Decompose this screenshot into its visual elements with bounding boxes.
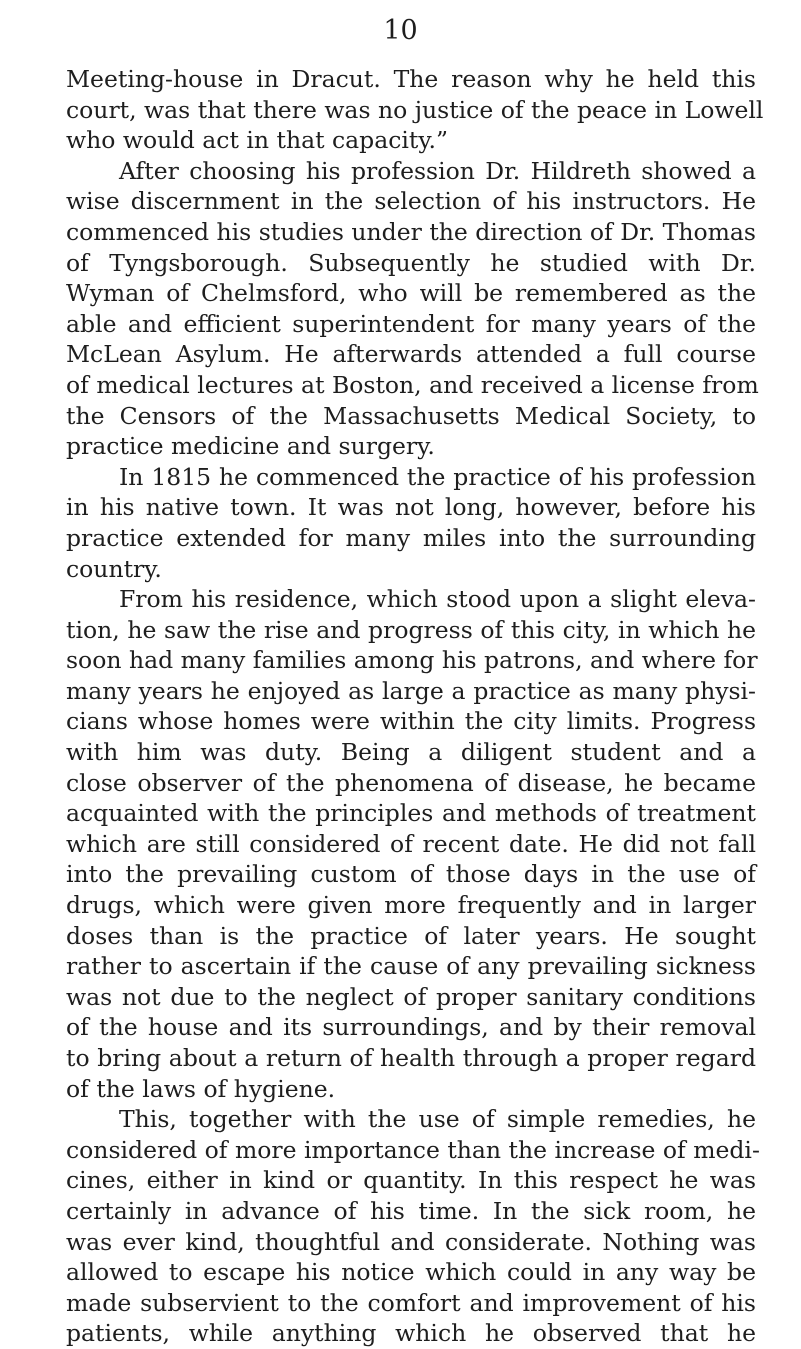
paragraph: [66, 584, 756, 1104]
paragraph: [66, 1104, 760, 1349]
text-line: of the house and its surroundings, and by their removal: [66, 1013, 756, 1042]
text-line: court, was that there was no justice of the peace in Lowell: [66, 95, 764, 124]
text-line: was not due to the neglect of proper sanitary conditions: [66, 982, 756, 1011]
text-line: In 1815 he commenced the practice of his profession: [119, 462, 756, 491]
text-line: close observer of the phenomena of disease, he became: [66, 768, 756, 797]
text-line: From his residence, which stood upon a slight eleva-: [119, 585, 756, 614]
text-line: of the laws of hygiene.: [66, 1074, 336, 1103]
page-number: 10: [383, 15, 418, 46]
text-line: wise discernment in the selection of his instructors. He: [66, 187, 756, 216]
paragraph: [66, 64, 764, 156]
text-line: country.: [66, 554, 162, 583]
text-line: After choosing his profession Dr. Hildreth showed a: [119, 156, 756, 185]
text-line: certainly in advance of his time. In the sick room, he: [66, 1196, 756, 1225]
text-line: This, together with the use of simple remedies, he: [119, 1105, 756, 1134]
body-text: [66, 64, 764, 1349]
text-line: McLean Asylum. He afterwards attended a full course: [66, 340, 756, 369]
text-line: of medical lectures at Boston, and received a license from: [66, 370, 759, 399]
text-line: many years he enjoyed as large a practice as many physi-: [66, 676, 756, 705]
text-line: with him was duty. Being a diligent student and a: [66, 738, 756, 767]
text-line: considered of more importance than the increase of medi-: [66, 1135, 760, 1164]
text-line: able and efficient superintendent for many years of the: [66, 309, 756, 338]
text-line: drugs, which were given more frequently and in larger: [66, 891, 756, 920]
text-line: was ever kind, thoughtful and considerate. Nothing was: [66, 1227, 756, 1256]
text-line: into the prevailing custom of those days in the use of: [66, 860, 756, 889]
text-line: allowed to escape his notice which could in any way be: [66, 1258, 756, 1287]
text-line: made subservient to the comfort and improvement of his: [66, 1288, 756, 1317]
text-line: Meeting-house in Dracut. The reason why he held this: [66, 65, 756, 93]
text-line: practice extended for many miles into the surrounding: [66, 523, 756, 552]
text-line: who would act in that capacity.”: [66, 126, 448, 155]
text-line: commenced his studies under the direction of Dr. Thomas: [66, 217, 756, 246]
text-line: of Tyngsborough. Subsequently he studied with Dr.: [66, 248, 756, 277]
paragraph: [66, 462, 756, 584]
text-line: practice medicine and surgery.: [66, 432, 435, 461]
text-line: in his native town. It was not long, however, before his: [66, 493, 756, 522]
text-line: cines, either in kind or quantity. In this respect he was: [66, 1166, 756, 1195]
text-line: the Censors of the Massachusetts Medical Society, to: [66, 401, 756, 430]
text-line: acquainted with the principles and methods of treatment: [66, 799, 756, 828]
text-line: tion, he saw the rise and progress of this city, in which he: [66, 615, 756, 644]
text-line: soon had many families among his patrons, and where for: [66, 646, 758, 675]
text-line: Wyman of Chelmsford, who will be remembered as the: [66, 279, 756, 308]
text-line: which are still considered of recent date. He did not fall: [66, 829, 756, 858]
text-line: rather to ascertain if the cause of any prevailing sickness: [66, 952, 756, 981]
text-line: to bring about a return of health through a proper regard: [66, 1044, 756, 1072]
text-line: patients, while anything which he observed that he: [66, 1319, 756, 1348]
text-line: cians whose homes were within the city limits. Progress: [66, 707, 756, 736]
text-line: doses than is the practice of later years. He sought: [66, 921, 756, 950]
paragraph: [66, 156, 759, 462]
